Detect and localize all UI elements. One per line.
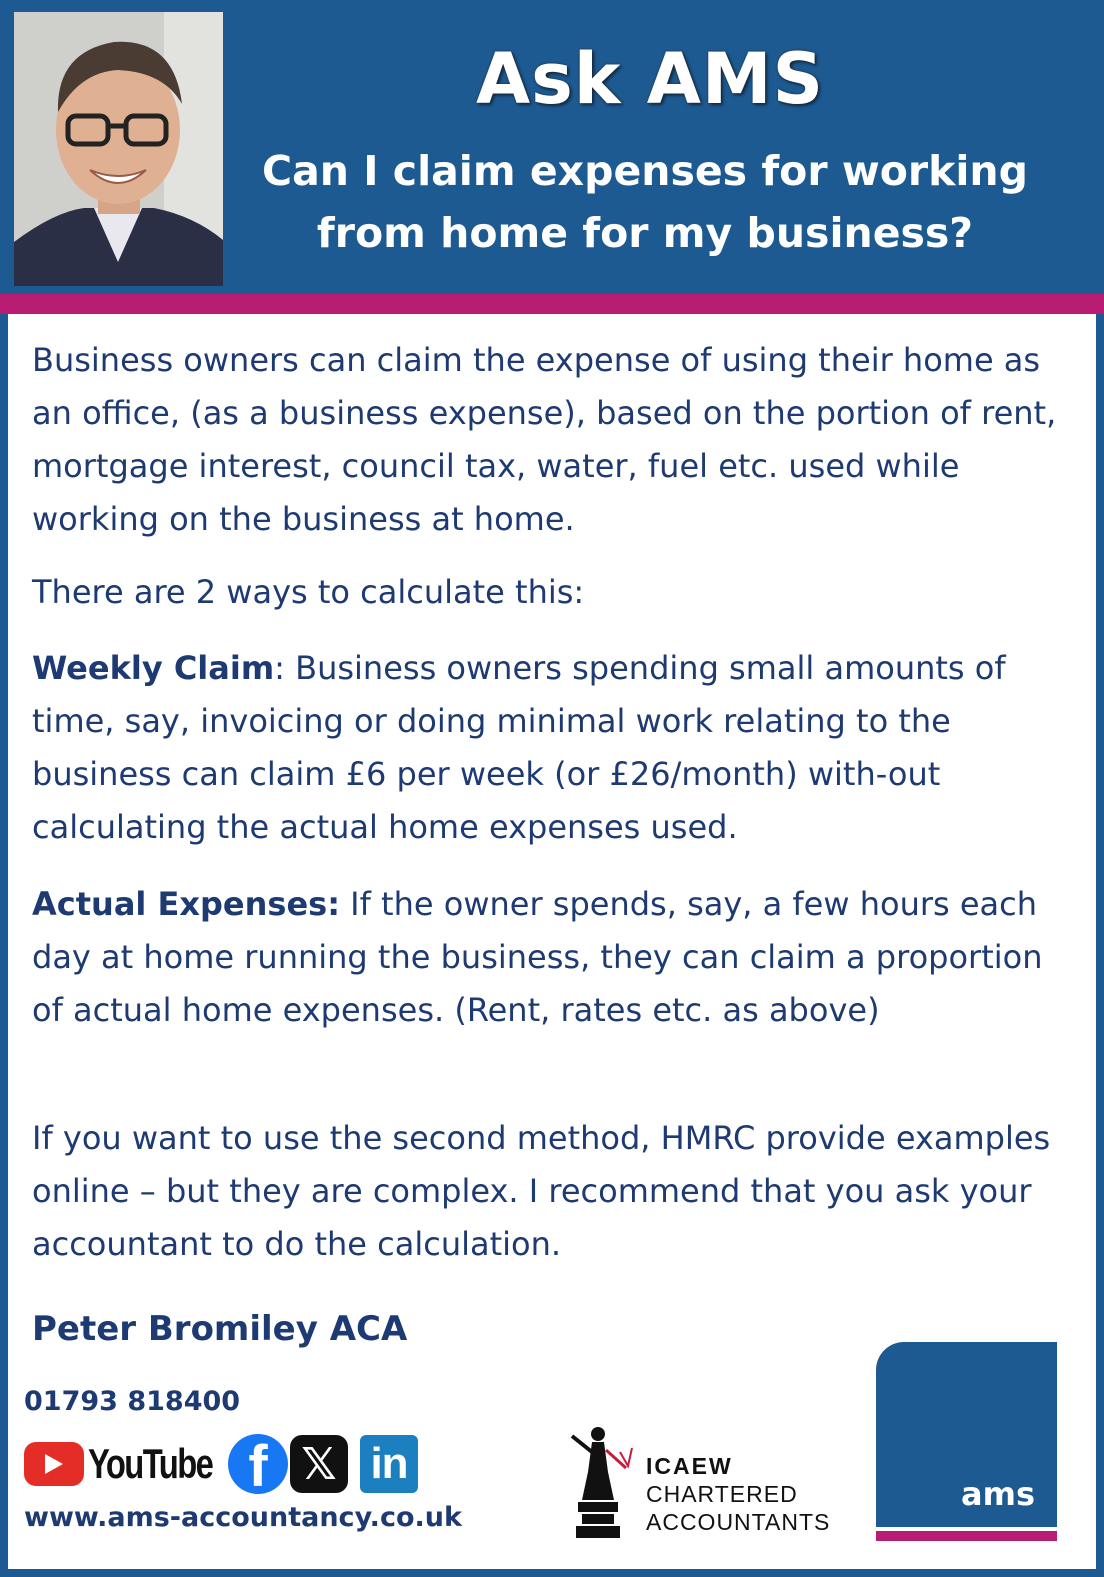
icaew-figure-icon: [568, 1422, 638, 1540]
youtube-icon[interactable]: [24, 1442, 84, 1486]
ams-logo-text: ams: [961, 1475, 1035, 1513]
actual-expenses-label: Actual Expenses:: [32, 885, 340, 923]
actual-expenses-paragraph: [32, 878, 1062, 1037]
ams-logo: [876, 1342, 1057, 1527]
facebook-icon[interactable]: f: [228, 1434, 288, 1494]
accent-divider: [0, 294, 1104, 314]
website-link[interactable]: www.ams-accountancy.co.uk: [24, 1502, 462, 1533]
weekly-claim-text: : Business owners spending small amounts of time, say, invoicing or doing minimal work relating to the business can claim £6 per week (or £26/month) with-out calculating the actual home expenses used.: [32, 649, 1006, 846]
ways-paragraph: There are 2 ways to calculate this:: [32, 573, 585, 611]
linkedin-icon[interactable]: in: [360, 1435, 418, 1493]
social-links: [24, 1432, 418, 1496]
question-heading: Can I claim expenses for working from home for my business?: [262, 147, 1028, 257]
icaew-name: ICAEW: [646, 1453, 733, 1479]
page-title: Ask AMS: [475, 38, 824, 120]
closing-paragraph: If you want to use the second method, HMRC provide examples online – but they are complex. I recommend that you ask your accountant to do the calculation.: [32, 1119, 1051, 1263]
weekly-claim-paragraph: [32, 642, 1062, 854]
article-body: [8, 314, 1096, 1569]
actual-expenses-text: If the owner spends, say, a few hours each day at home running the business, they can claim a proportion of actual home expenses. (Rent, rates etc. as above): [32, 885, 1043, 1029]
icaew-chartered: CHARTERED: [646, 1481, 798, 1507]
x-icon[interactable]: 𝕏: [290, 1435, 348, 1493]
weekly-claim-label: Weekly Claim: [32, 649, 275, 687]
author-signature: Peter Bromiley ACA: [32, 1309, 408, 1349]
header: [0, 0, 1104, 295]
intro-paragraph: Business owners can claim the expense of using their home as an office, (as a business expense), based on the portion of rent, mortgage interest, council tax, water, fuel etc. used while working on the business at home.: [32, 341, 1057, 538]
phone-number[interactable]: 01793 818400: [24, 1386, 241, 1417]
icaew-accountants: ACCOUNTANTS: [646, 1509, 831, 1535]
ams-logo-underline: [876, 1531, 1057, 1541]
author-photo: [14, 12, 223, 286]
icaew-logo: [568, 1422, 858, 1542]
youtube-wordmark[interactable]: YouTube: [88, 1440, 213, 1487]
